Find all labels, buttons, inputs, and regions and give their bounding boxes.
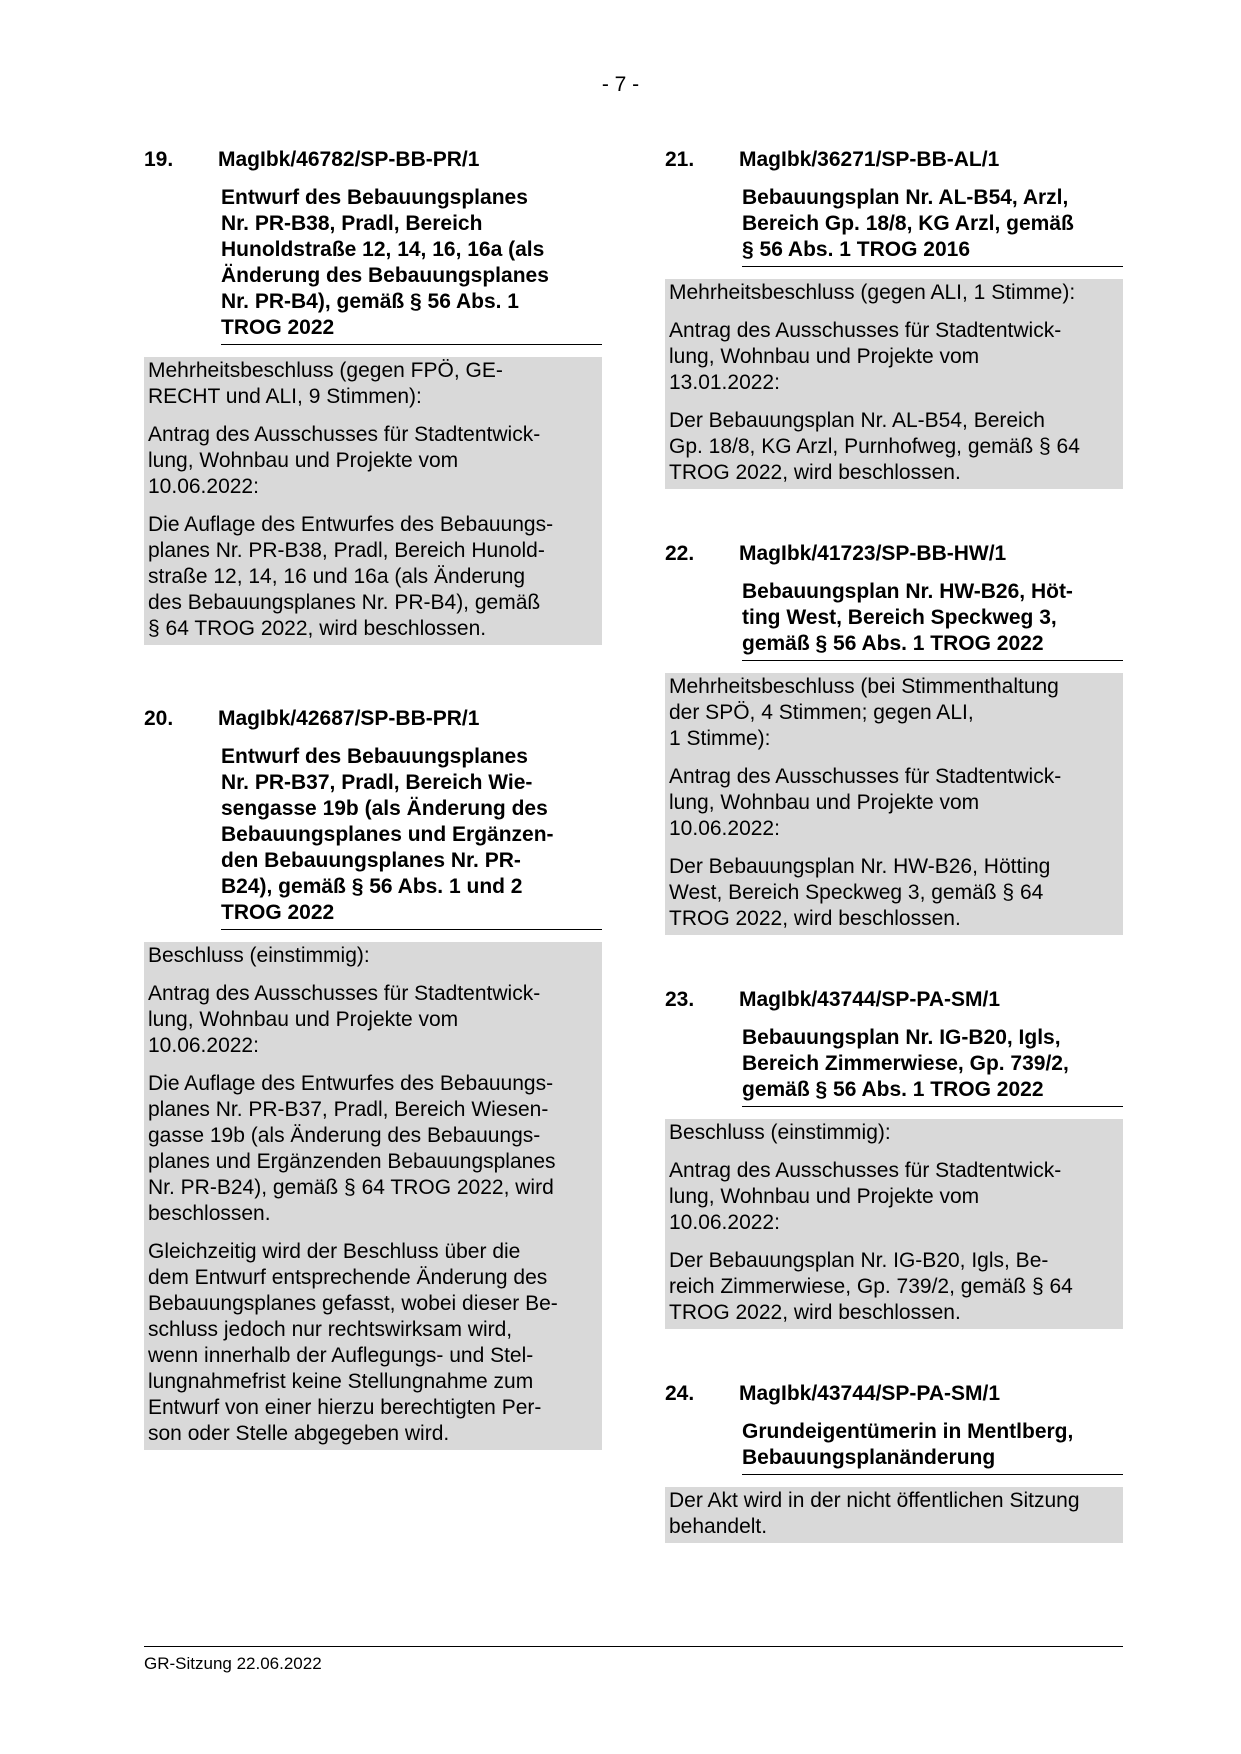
title-line: TROG 2022 <box>221 901 335 924</box>
resolution-paragraph <box>148 981 598 1059</box>
resolution-box <box>665 1119 1123 1329</box>
item-number: 23. <box>665 988 695 1011</box>
paragraph-line: Antrag des Ausschusses für Stadtentwick- <box>148 423 541 446</box>
resolution-paragraph <box>669 280 1119 306</box>
paragraph-line: 10.06.2022: <box>148 475 259 498</box>
title-line: § 56 Abs. 1 TROG 2016 <box>742 238 970 261</box>
paragraph-line: Beschluss (einstimmig): <box>148 944 370 967</box>
right-column <box>665 147 1123 1543</box>
paragraph-line: TROG 2022, wird beschlossen. <box>669 461 961 484</box>
paragraph-line: des Bebauungsplanes Nr. PR-B4), gemäß <box>148 591 541 614</box>
title-line: Bebauungsplan Nr. HW-B26, Höt- <box>742 580 1073 603</box>
paragraph-line: planes und Ergänzenden Bebauungsplanes <box>148 1150 556 1173</box>
paragraph-line: planes Nr. PR-B38, Pradl, Bereich Hunold- <box>148 539 545 562</box>
title-line: Bereich Gp. 18/8, KG Arzl, gemäß <box>742 212 1074 235</box>
item-title <box>742 1419 1123 1475</box>
paragraph-line: schluss jedoch nur rechtswirksam wird, <box>148 1318 513 1341</box>
title-line: Bebauungsplan Nr. AL-B54, Arzl, <box>742 186 1069 209</box>
resolution-paragraph <box>669 1120 1119 1146</box>
paragraph-line: 1 Stimme): <box>669 727 771 750</box>
title-line: Bereich Zimmerwiese, Gp. 739/2, <box>742 1052 1069 1075</box>
title-line: Nr. PR-B4), gemäß § 56 Abs. 1 <box>221 290 519 313</box>
title-line: gemäß § 56 Abs. 1 TROG 2022 <box>742 632 1044 655</box>
paragraph-line: der SPÖ, 4 Stimmen; gegen ALI, <box>669 701 974 724</box>
paragraph-line: Mehrheitsbeschluss (bei Stimmenthaltung <box>669 675 1059 698</box>
paragraph-line: Mehrheitsbeschluss (gegen FPÖ, GE- <box>148 359 503 382</box>
title-line: ting West, Bereich Speckweg 3, <box>742 606 1057 629</box>
resolution-paragraph <box>148 358 598 410</box>
item-header <box>665 987 1123 1013</box>
title-line: den Bebauungsplanes Nr. PR- <box>221 849 521 872</box>
title-line: Bebauungsplanänderung <box>742 1446 996 1469</box>
paragraph-line: straße 12, 14, 16 und 16a (als Änderung <box>148 565 526 588</box>
resolution-box <box>144 942 602 1450</box>
paragraph-line: TROG 2022, wird beschlossen. <box>669 1301 961 1324</box>
resolution-paragraph <box>669 764 1119 842</box>
paragraph-line: Nr. PR-B24), gemäß § 64 TROG 2022, wird <box>148 1176 554 1199</box>
title-line: Bebauungsplan Nr. IG-B20, Igls, <box>742 1026 1061 1049</box>
left-column <box>144 147 602 1450</box>
title-line: sengasse 19b (als Änderung des <box>221 797 548 820</box>
title-line: Entwurf des Bebauungsplanes <box>221 186 528 209</box>
item-header <box>144 147 602 173</box>
agenda-item-19 <box>144 147 602 645</box>
item-reference: MagIbk/41723/SP-BB-HW/1 <box>739 542 1007 565</box>
paragraph-line: Die Auflage des Entwurfes des Bebauungs- <box>148 1072 554 1095</box>
title-line: B24), gemäß § 56 Abs. 1 und 2 <box>221 875 523 898</box>
resolution-paragraph <box>148 422 598 500</box>
resolution-paragraph <box>148 1239 598 1447</box>
paragraph-line: 10.06.2022: <box>669 817 780 840</box>
title-line: Grundeigentümerin in Mentlberg, <box>742 1420 1074 1443</box>
paragraph-line: Gleichzeitig wird der Beschluss über die <box>148 1240 521 1263</box>
paragraph-line: Entwurf von einer hierzu berechtigten Per- <box>148 1396 542 1419</box>
resolution-paragraph <box>669 1158 1119 1236</box>
paragraph-line: Gp. 18/8, KG Arzl, Purnhofweg, gemäß § 64 <box>669 435 1080 458</box>
item-reference: MagIbk/43744/SP-PA-SM/1 <box>739 988 1001 1011</box>
resolution-paragraph <box>148 512 598 642</box>
item-reference: MagIbk/42687/SP-BB-PR/1 <box>218 707 480 730</box>
paragraph-line: Der Akt wird in der nicht öffentlichen Sitzung <box>669 1489 1080 1512</box>
item-header <box>665 147 1123 173</box>
paragraph-line: Der Bebauungsplan Nr. IG-B20, Igls, Be- <box>669 1249 1049 1272</box>
resolution-box <box>665 279 1123 489</box>
resolution-paragraph <box>669 1488 1119 1540</box>
paragraph-line: lungnahmefrist keine Stellungnahme zum <box>148 1370 534 1393</box>
title-line: Änderung des Bebauungsplanes <box>221 264 549 287</box>
paragraph-line: 10.06.2022: <box>148 1034 259 1057</box>
paragraph-line: lung, Wohnbau und Projekte vom <box>669 1185 980 1208</box>
paragraph-line: Der Bebauungsplan Nr. AL-B54, Bereich <box>669 409 1045 432</box>
resolution-box <box>665 673 1123 935</box>
title-line: Bebauungsplanes und Ergänzen- <box>221 823 554 846</box>
resolution-box <box>665 1487 1123 1543</box>
paragraph-line: Mehrheitsbeschluss (gegen ALI, 1 Stimme): <box>669 281 1076 304</box>
paragraph-line: Der Bebauungsplan Nr. HW-B26, Hötting <box>669 855 1051 878</box>
paragraph-line: 10.06.2022: <box>669 1211 780 1234</box>
paragraph-line: lung, Wohnbau und Projekte vom <box>669 345 980 368</box>
paragraph-line: Beschluss (einstimmig): <box>669 1121 891 1144</box>
item-reference: MagIbk/36271/SP-BB-AL/1 <box>739 148 1000 171</box>
paragraph-line: lung, Wohnbau und Projekte vom <box>148 449 459 472</box>
item-title <box>742 579 1123 661</box>
item-number: 20. <box>144 707 174 730</box>
item-title <box>221 744 602 930</box>
item-reference: MagIbk/43744/SP-PA-SM/1 <box>739 1382 1001 1405</box>
agenda-item-24 <box>665 1381 1123 1543</box>
paragraph-line: RECHT und ALI, 9 Stimmen): <box>148 385 422 408</box>
title-line: gemäß § 56 Abs. 1 TROG 2022 <box>742 1078 1044 1101</box>
paragraph-line: gasse 19b (als Änderung des Bebauungs- <box>148 1124 541 1147</box>
resolution-paragraph <box>669 318 1119 396</box>
resolution-paragraph <box>669 408 1119 486</box>
item-title <box>221 185 602 345</box>
footer: GR-Sitzung 22.06.2022 <box>144 1646 1123 1675</box>
title-line: Nr. PR-B37, Pradl, Bereich Wie- <box>221 771 533 794</box>
paragraph-line: West, Bereich Speckweg 3, gemäß § 64 <box>669 881 1044 904</box>
item-number: 19. <box>144 148 174 171</box>
paragraph-line: Die Auflage des Entwurfes des Bebauungs- <box>148 513 554 536</box>
item-number: 22. <box>665 542 695 565</box>
paragraph-line: wenn innerhalb der Auflegungs- und Stel- <box>148 1344 534 1367</box>
paragraph-line: son oder Stelle abgegeben wird. <box>148 1422 450 1445</box>
paragraph-line: TROG 2022, wird beschlossen. <box>669 907 961 930</box>
page-number: - 7 - <box>601 73 640 96</box>
resolution-paragraph <box>148 943 598 969</box>
agenda-item-23 <box>665 987 1123 1329</box>
paragraph-line: lung, Wohnbau und Projekte vom <box>148 1008 459 1031</box>
agenda-item-22 <box>665 541 1123 935</box>
agenda-item-21 <box>665 147 1123 489</box>
title-line: Hunoldstraße 12, 14, 16, 16a (als <box>221 238 545 261</box>
paragraph-line: behandelt. <box>669 1515 768 1538</box>
paragraph-line: Antrag des Ausschusses für Stadtentwick- <box>669 319 1062 342</box>
paragraph-line: Antrag des Ausschusses für Stadtentwick- <box>669 765 1062 788</box>
agenda-item-20 <box>144 706 602 1450</box>
item-reference: MagIbk/46782/SP-BB-PR/1 <box>218 148 480 171</box>
title-line: TROG 2022 <box>221 316 335 339</box>
title-line: Entwurf des Bebauungsplanes <box>221 745 528 768</box>
item-number: 24. <box>665 1382 695 1405</box>
resolution-paragraph <box>148 1071 598 1227</box>
item-number: 21. <box>665 148 695 171</box>
paragraph-line: § 64 TROG 2022, wird beschlossen. <box>148 617 487 640</box>
paragraph-line: Bebauungsplanes gefasst, wobei dieser Be- <box>148 1292 558 1315</box>
paragraph-line: Antrag des Ausschusses für Stadtentwick- <box>669 1159 1062 1182</box>
item-header <box>665 1381 1123 1407</box>
paragraph-line: Antrag des Ausschusses für Stadtentwick- <box>148 982 541 1005</box>
paragraph-line: dem Entwurf entsprechende Änderung des <box>148 1266 548 1289</box>
item-header <box>144 706 602 732</box>
resolution-paragraph <box>669 674 1119 752</box>
item-header <box>665 541 1123 567</box>
item-title <box>742 1025 1123 1107</box>
paragraph-line: 13.01.2022: <box>669 371 780 394</box>
paragraph-line: planes Nr. PR-B37, Pradl, Bereich Wiesen- <box>148 1098 549 1121</box>
title-line: Nr. PR-B38, Pradl, Bereich <box>221 212 483 235</box>
paragraph-line: beschlossen. <box>148 1202 271 1225</box>
resolution-paragraph <box>669 854 1119 932</box>
paragraph-line: lung, Wohnbau und Projekte vom <box>669 791 980 814</box>
paragraph-line: reich Zimmerwiese, Gp. 739/2, gemäß § 64 <box>669 1275 1073 1298</box>
resolution-box <box>144 357 602 645</box>
item-title <box>742 185 1123 267</box>
resolution-paragraph <box>669 1248 1119 1326</box>
